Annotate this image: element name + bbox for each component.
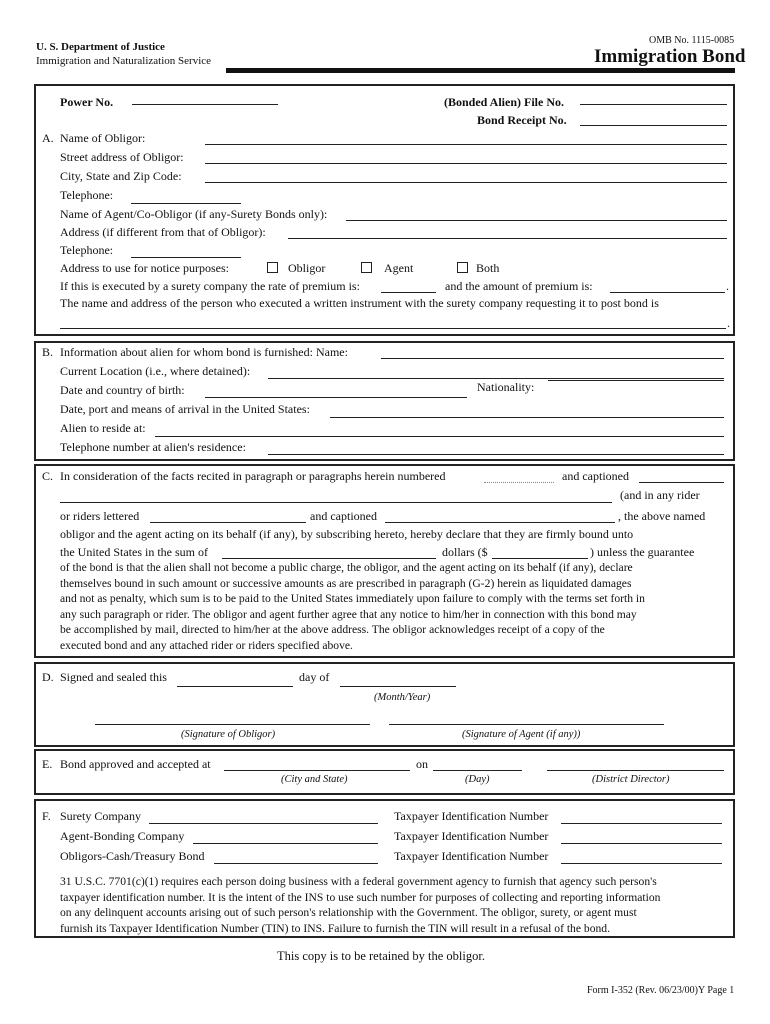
reside-field[interactable]: [155, 436, 724, 437]
telephone-field[interactable]: [131, 203, 241, 204]
riders-lettered-field[interactable]: [150, 522, 306, 523]
notice-both-checkbox[interactable]: [457, 262, 468, 273]
section-d-letter: D.: [42, 670, 54, 684]
tin-notice-line: 31 U.S.C. 7701(c)(1) requires each person doing business with a federal government agency to furnish that agency such person's: [60, 875, 657, 888]
section-e-box: [34, 749, 735, 795]
bond-receipt-field[interactable]: [580, 125, 727, 126]
service-name: Immigration and Naturalization Service: [36, 55, 212, 67]
surety-rate-field[interactable]: [381, 292, 436, 293]
period-mark-2: .: [727, 316, 730, 330]
agent-address-label: Address (if different from that of Obligor):: [60, 225, 266, 239]
approved-day-field[interactable]: [433, 770, 522, 771]
premium-amount-field[interactable]: [610, 292, 725, 293]
power-no-field[interactable]: [132, 104, 278, 105]
file-no-field[interactable]: [580, 104, 727, 105]
section-f-letter: F.: [42, 809, 51, 823]
tin-label-3: Taxpayer Identification Number: [394, 849, 549, 863]
notice-obligor-label: Obligor: [288, 261, 326, 275]
alien-name-field[interactable]: [381, 358, 724, 359]
obligors-cash-field[interactable]: [214, 863, 378, 864]
section-c-body-line: of the bond is that the alien shall not become a public charge, the obligor, and the agent acting on its behalf (if any), declare: [60, 561, 633, 574]
birth-label: Date and country of birth:: [60, 383, 185, 397]
phone-field[interactable]: [268, 454, 724, 455]
day-caption: (Day): [465, 774, 490, 785]
section-c-body-line: any such paragraph or rider. The obligor and agent further agree that any notice to him/her in connection with this bond may: [60, 607, 637, 621]
tin-notice-line: furnish its Taxpayer Identification Number (TIN) to INS. Failure to furnish the TIN will result in a refusal of the bond.: [60, 921, 610, 935]
form-title: Immigration Bond: [594, 46, 746, 67]
approved-label: Bond approved and accepted at: [60, 757, 211, 771]
agent-address-field[interactable]: [288, 238, 727, 239]
premium-amount-label: and the amount of premium is:: [445, 279, 593, 293]
surety-rate-label: If this is executed by a surety company the rate of premium is:: [60, 279, 360, 293]
obligor-name-field[interactable]: [205, 144, 727, 145]
location-field[interactable]: [268, 378, 724, 379]
tin-notice-line: on any delinquent accounts arising out of such person's relationship with the Government. The obligor, surety, or agent must: [60, 906, 637, 919]
power-no-label: Power No.: [60, 95, 114, 109]
tin-notice-line: taxpayer identification number. It is the intent of the INS to use such number for purposes of collecting and reporting information: [60, 890, 661, 904]
notice-agent-label: Agent: [384, 261, 414, 275]
alien-intro-label: Information about alien for whom bond is furnished: Name:: [60, 345, 348, 359]
phone-label: Telephone number at alien's residence:: [60, 440, 246, 454]
on-label: on: [416, 757, 428, 771]
notice-obligor-checkbox[interactable]: [267, 262, 278, 273]
district-director-caption: (District Director): [592, 774, 670, 785]
section-a-letter: A.: [42, 131, 54, 145]
captioned-field-1a[interactable]: [639, 482, 724, 483]
captioned-label-1: and captioned: [562, 469, 629, 483]
notice-agent-checkbox[interactable]: [361, 262, 372, 273]
sum-amount-field[interactable]: [492, 558, 588, 559]
agent-telephone-field[interactable]: [131, 257, 241, 258]
tin-label-2: Taxpayer Identification Number: [394, 829, 549, 843]
city-state-caption: (City and State): [281, 774, 348, 785]
agent-name-field[interactable]: [346, 220, 727, 221]
arrival-field[interactable]: [330, 417, 724, 418]
obligor-signature-field[interactable]: [95, 724, 370, 725]
section-c-body: [60, 560, 645, 653]
riders-lettered-label: or riders lettered: [60, 509, 140, 523]
surety-company-label: Surety Company: [60, 809, 141, 823]
sum-of-label: the United States in the sum of: [60, 545, 208, 559]
agent-signature-caption: (Signature of Agent (if any)): [462, 729, 581, 740]
month-year-caption: (Month/Year): [374, 692, 431, 703]
captioned-label-2: and captioned: [310, 509, 377, 523]
obligor-signature-caption: (Signature of Obligor): [181, 729, 276, 740]
tin-field-2[interactable]: [561, 843, 722, 844]
section-c-body-line: themselves bound in such amount or successive amounts as are prescribed in paragraph (G-2) herein as liquidated damages: [60, 576, 632, 590]
tin-field-1[interactable]: [561, 823, 722, 824]
retained-notice: This copy is to be retained by the obligor.: [277, 949, 485, 963]
city-label: City, State and Zip Code:: [60, 169, 182, 183]
tin-notice: [60, 874, 660, 936]
period-mark: .: [726, 279, 729, 293]
day-of-label: day of: [299, 670, 330, 684]
dollars-label: dollars ($: [442, 545, 488, 559]
file-no-label: (Bonded Alien) File No.: [444, 95, 565, 109]
rider-label: (and in any rider: [620, 488, 700, 502]
section-c-body-line: executed bond and any attached rider or riders specified above.: [60, 638, 353, 652]
agent-bonding-label: Agent-Bonding Company: [60, 829, 185, 843]
section-e-letter: E.: [42, 757, 53, 771]
department-name: U. S. Department of Justice: [36, 41, 165, 53]
obligor-name-label: Name of Obligor:: [60, 131, 146, 145]
bond-receipt-label: Bond Receipt No.: [477, 113, 567, 127]
paragraphs-label: In consideration of the facts recited in paragraph or paragraphs herein numbered: [60, 469, 446, 483]
birth-field[interactable]: [205, 397, 467, 398]
written-instrument-field[interactable]: [60, 328, 726, 329]
above-named-label: , the above named: [618, 509, 706, 523]
arrival-label: Date, port and means of arrival in the United States:: [60, 402, 310, 416]
approved-city-field[interactable]: [224, 770, 410, 771]
obligor-bound-text: obligor and the agent acting on its behalf (if any), by subscribing hereto, hereby declare that they are firmly bound unto: [60, 527, 634, 541]
written-instrument-label: The name and address of the person who executed a written instrument with the surety company requesting it to post bond is: [60, 296, 659, 310]
tin-field-3[interactable]: [561, 863, 722, 864]
street-label: Street address of Obligor:: [60, 150, 184, 164]
city-field[interactable]: [205, 182, 727, 183]
section-c-body-line: be accomplished by mail, directed to him/her at the above address. The obligor acknowledges receipt of a copy of the: [60, 623, 605, 636]
header-rule: [226, 68, 735, 73]
obligors-cash-label: Obligors-Cash/Treasury Bond: [60, 849, 205, 863]
section-c-letter: C.: [42, 469, 54, 483]
section-c-body-line: and not as penalty, which sum is to be paid to the United States immediately upon failure to comply with the terms set forth in: [60, 592, 645, 605]
signed-sealed-label: Signed and sealed this: [60, 670, 167, 684]
agent-telephone-label: Telephone:: [60, 243, 114, 257]
notice-both-label: Both: [476, 261, 500, 275]
tin-label-1: Taxpayer Identification Number: [394, 809, 549, 823]
unless-label: ) unless the guarantee: [590, 545, 695, 559]
form-number: Form I-352 (Rev. 06/23/00)Y Page 1: [587, 985, 735, 996]
agent-bonding-field[interactable]: [193, 843, 378, 844]
month-year-field[interactable]: [340, 686, 456, 687]
sum-words-field[interactable]: [222, 558, 436, 559]
reside-label: Alien to reside at:: [60, 421, 146, 435]
captioned-field-1b[interactable]: [60, 502, 612, 503]
omb-number: OMB No. 1115-0085: [649, 35, 735, 46]
captioned-field-2[interactable]: [385, 522, 615, 523]
surety-company-field[interactable]: [149, 823, 378, 824]
street-field[interactable]: [205, 163, 727, 164]
nationality-field[interactable]: [548, 380, 724, 381]
nationality-label: Nationality:: [477, 380, 535, 394]
telephone-label: Telephone:: [60, 188, 114, 202]
agent-signature-field[interactable]: [389, 724, 664, 725]
section-b-letter: B.: [42, 345, 54, 359]
signed-day-field[interactable]: [177, 686, 293, 687]
paragraphs-field[interactable]: [484, 482, 554, 483]
district-director-field[interactable]: [547, 770, 724, 771]
location-label: Current Location (i.e., where detained):: [60, 364, 251, 378]
notice-label: Address to use for notice purposes:: [60, 261, 229, 275]
agent-name-label: Name of Agent/Co-Obligor (if any-Surety Bonds only):: [60, 207, 328, 221]
